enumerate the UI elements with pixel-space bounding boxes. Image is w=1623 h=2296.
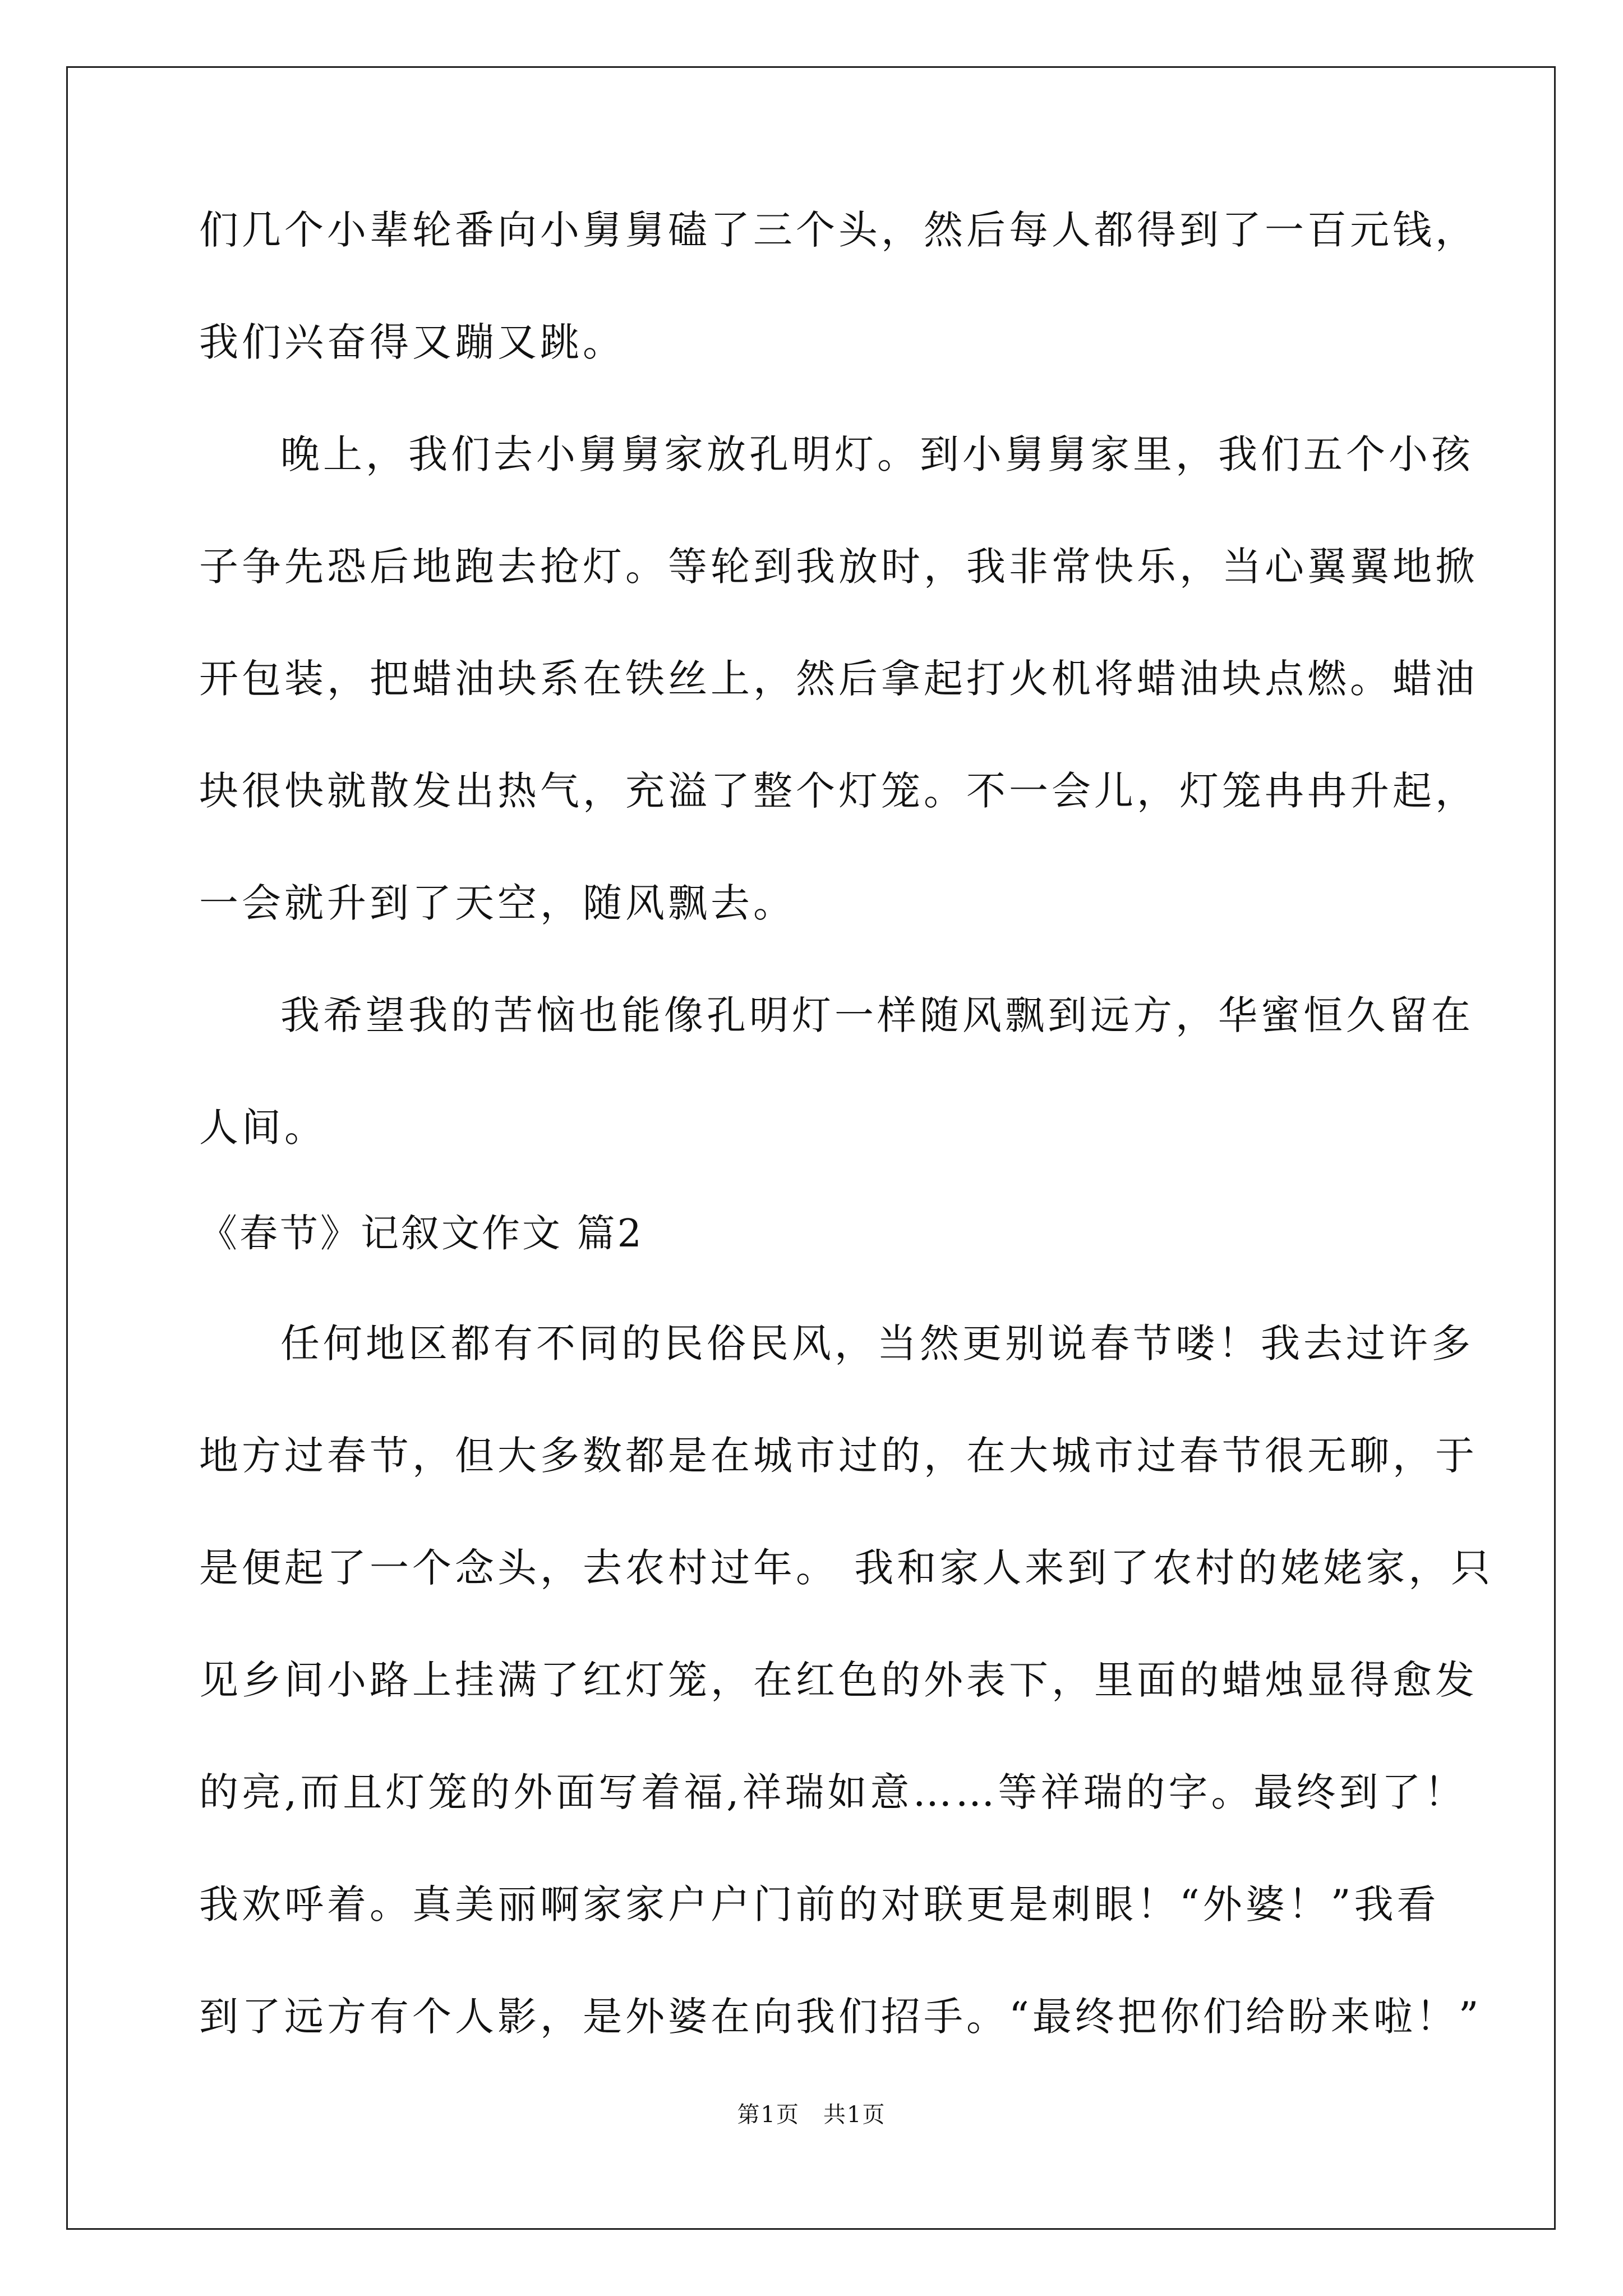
text-line-5: 开包装，把蜡油块系在铁丝上，然后拿起打火机将蜡油块点燃。蜡油 <box>199 656 1478 702</box>
section-heading: 《春节》记叙文作文 篇2 <box>199 1212 644 1256</box>
page-number-footer: 第1页 共1页 <box>737 2102 886 2128</box>
text-line-4: 子争先恐后地跑去抢灯。等轮到我放时，我非常快乐，当心翼翼地掀 <box>199 544 1478 590</box>
text-line-12: 地方过春节，但大多数都是在城市过的，在大城市过春节很无聊，于 <box>199 1433 1478 1479</box>
text-line-1: 们几个小辈轮番向小舅舅磕了三个头，然后每人都得到了一百元钱， <box>199 207 1478 253</box>
text-line-17: 到了远方有个人影，是外婆在向我们招手。“最终把你们给盼来啦！” <box>199 1994 1482 2040</box>
text-line-14: 见乡间小路上挂满了红灯笼，在红色的外表下，里面的蜡烛显得愈发 <box>199 1657 1478 1703</box>
paragraph-start-line: 我希望我的苦恼也能像孔明灯一样随风飘到远方，华蜜恒久留在 <box>280 992 1474 1038</box>
text-line-9: 人间。 <box>199 1105 327 1151</box>
text-line-13: 是便起了一个念头，去农村过年。 我和家人来到了农村的姥姥家，只 <box>199 1545 1494 1591</box>
text-line-16: 我欢呼着。真美丽啊家家户户门前的对联更是刺眼！“外婆！”我看 <box>199 1881 1440 1927</box>
text-line-6: 块很快就散发出热气，充溢了整个灯笼。不一会儿，灯笼冉冉升起， <box>199 768 1478 814</box>
text-line-7: 一会就升到了天空，随风飘去。 <box>199 880 796 926</box>
text-line-15: 的亮,而且灯笼的外面写着福,祥瑞如意……等祥瑞的字。最终到了！ <box>199 1769 1467 1815</box>
text-line-2: 我们兴奋得又蹦又跳。 <box>199 319 625 365</box>
paragraph-start-line: 任何地区都有不同的民俗民风，当然更别说春节喽！我去过许多 <box>280 1320 1474 1366</box>
paragraph-start-line: 晚上，我们去小舅舅家放孔明灯。到小舅舅家里，我们五个小孩 <box>280 431 1474 477</box>
